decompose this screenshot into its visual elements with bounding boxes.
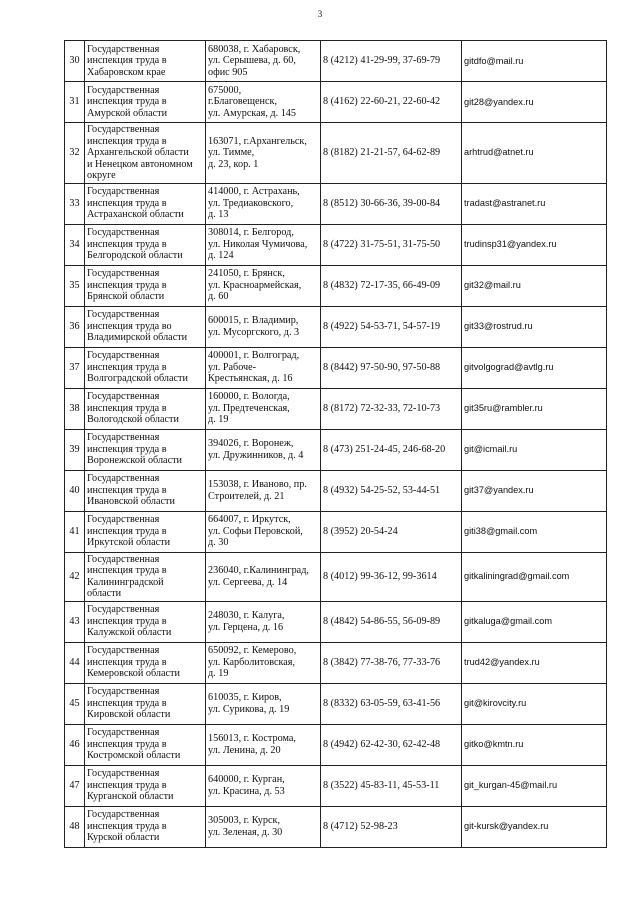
inspection-name: Государственная инспекция труда в Вологодской области xyxy=(85,388,206,429)
inspection-contacts-table xyxy=(64,40,607,848)
phone-numbers: 8 (473) 251-24-45, 246-68-20 xyxy=(321,429,462,470)
inspection-name: Государственная инспекция труда в Архангельской области и Ненецком автономном округе xyxy=(85,123,206,184)
email-address: trudinsp31@yandex.ru xyxy=(462,224,607,265)
table-row xyxy=(65,347,607,388)
phone-numbers: 8 (4212) 41-29-99, 37-69-79 xyxy=(321,41,462,82)
inspection-name: Государственная инспекция труда в Ивановской области xyxy=(85,470,206,511)
row-number: 35 xyxy=(65,265,85,306)
inspection-name: Государственная инспекция труда во Владимирской области xyxy=(85,306,206,347)
email-address: giti38@gmail.com xyxy=(462,511,607,552)
row-number: 33 xyxy=(65,183,85,224)
inspection-name: Государственная инспекция труда в Астраханской области xyxy=(85,183,206,224)
postal-address: 394026, г. Воронеж, ул. Дружинников, д. 4 xyxy=(206,429,321,470)
page-number: 3 xyxy=(317,9,323,19)
phone-numbers: 8 (8512) 30-66-36, 39-00-84 xyxy=(321,183,462,224)
inspection-name: Государственная инспекция труда в Брянской области xyxy=(85,265,206,306)
row-number: 48 xyxy=(65,806,85,847)
email-address: git33@rostrud.ru xyxy=(462,306,607,347)
table-row xyxy=(65,601,607,642)
postal-address: 650092, г. Кемерово, ул. Карболитовская, д. 19 xyxy=(206,642,321,683)
table-row xyxy=(65,511,607,552)
row-number: 36 xyxy=(65,306,85,347)
phone-numbers: 8 (4832) 72-17-35, 66-49-09 xyxy=(321,265,462,306)
row-number: 34 xyxy=(65,224,85,265)
table-row xyxy=(65,224,607,265)
postal-address: 664007, г. Иркутск, ул. Софьи Перовской, д. 30 xyxy=(206,511,321,552)
table-row xyxy=(65,724,607,765)
table-row xyxy=(65,642,607,683)
postal-address: 640000, г. Курган, ул. Красина, д. 53 xyxy=(206,765,321,806)
postal-address: 160000, г. Вологда, ул. Предтеченская, д. 19 xyxy=(206,388,321,429)
phone-numbers: 8 (8332) 63-05-59, 63-41-56 xyxy=(321,683,462,724)
postal-address: 675000, г.Благовещенск, ул. Амурская, д. 145 xyxy=(206,82,321,123)
email-address: git37@yandex.ru xyxy=(462,470,607,511)
email-address: tradast@astranet.ru xyxy=(462,183,607,224)
postal-address: 153038, г. Иваново, пр. Строителей, д. 21 xyxy=(206,470,321,511)
table-row xyxy=(65,82,607,123)
inspection-name: Государственная инспекция труда в Волгоградской области xyxy=(85,347,206,388)
inspection-name: Государственная инспекция труда в Кемеровской области xyxy=(85,642,206,683)
inspection-name: Государственная инспекция труда в Курской области xyxy=(85,806,206,847)
email-address: trud42@yandex.ru xyxy=(462,642,607,683)
inspection-name: Государственная инспекция труда в Иркутской области xyxy=(85,511,206,552)
email-address: git28@yandex.ru xyxy=(462,82,607,123)
table-row xyxy=(65,470,607,511)
row-number: 43 xyxy=(65,601,85,642)
email-address: arhtrud@atnet.ru xyxy=(462,123,607,184)
phone-numbers: 8 (4942) 62-42-30, 62-42-48 xyxy=(321,724,462,765)
postal-address: 414000, г. Астрахань, ул. Тредиаковского, д. 13 xyxy=(206,183,321,224)
email-address: git32@mail.ru xyxy=(462,265,607,306)
phone-numbers: 8 (3952) 20-54-24 xyxy=(321,511,462,552)
inspection-name: Государственная инспекция труда в Костромской области xyxy=(85,724,206,765)
email-address: gitkaliningrad@gmail.com xyxy=(462,552,607,601)
row-number: 45 xyxy=(65,683,85,724)
inspection-name: Государственная инспекция труда в Калужской области xyxy=(85,601,206,642)
table-row xyxy=(65,306,607,347)
email-address: git@icmail.ru xyxy=(462,429,607,470)
table-row xyxy=(65,123,607,184)
row-number: 31 xyxy=(65,82,85,123)
row-number: 37 xyxy=(65,347,85,388)
table-row xyxy=(65,552,607,601)
phone-numbers: 8 (4712) 52-98-23 xyxy=(321,806,462,847)
row-number: 39 xyxy=(65,429,85,470)
row-number: 38 xyxy=(65,388,85,429)
postal-address: 236040, г.Калининград, ул. Сергеева, д. 14 xyxy=(206,552,321,601)
email-address: gitdfo@mail.ru xyxy=(462,41,607,82)
postal-address: 305003, г. Курск, ул. Зеленая, д. 30 xyxy=(206,806,321,847)
postal-address: 156013, г. Кострома, ул. Ленина, д. 20 xyxy=(206,724,321,765)
table-body xyxy=(65,41,607,848)
table-row xyxy=(65,683,607,724)
phone-numbers: 8 (4842) 54-86-55, 56-09-89 xyxy=(321,601,462,642)
table-row xyxy=(65,806,607,847)
inspection-name: Государственная инспекция труда в Воронежской области xyxy=(85,429,206,470)
row-number: 40 xyxy=(65,470,85,511)
phone-numbers: 8 (3842) 77-38-76, 77-33-76 xyxy=(321,642,462,683)
phone-numbers: 8 (8442) 97-50-90, 97-50-88 xyxy=(321,347,462,388)
row-number: 30 xyxy=(65,41,85,82)
inspection-name: Государственная инспекция труда в Амурской области xyxy=(85,82,206,123)
postal-address: 241050, г. Брянск, ул. Красноармейская, д. 60 xyxy=(206,265,321,306)
table-row xyxy=(65,765,607,806)
table-row xyxy=(65,41,607,82)
phone-numbers: 8 (3522) 45-83-11, 45-53-11 xyxy=(321,765,462,806)
row-number: 42 xyxy=(65,552,85,601)
table-row xyxy=(65,183,607,224)
phone-numbers: 8 (4162) 22-60-21, 22-60-42 xyxy=(321,82,462,123)
postal-address: 163071, г.Архангельск, ул. Тимме, д. 23, кор. 1 xyxy=(206,123,321,184)
row-number: 47 xyxy=(65,765,85,806)
postal-address: 308014, г. Белгород, ул. Николая Чумичова, д. 124 xyxy=(206,224,321,265)
phone-numbers: 8 (4012) 99-36-12, 99-3614 xyxy=(321,552,462,601)
postal-address: 680038, г. Хабаровск, ул. Серышева, д. 60, офис 905 xyxy=(206,41,321,82)
postal-address: 610035, г. Киров, ул. Сурикова, д. 19 xyxy=(206,683,321,724)
inspection-name: Государственная инспекция труда в Белгородской области xyxy=(85,224,206,265)
postal-address: 248030, г. Калуга, ул. Герцена, д. 16 xyxy=(206,601,321,642)
email-address: git-kursk@yandex.ru xyxy=(462,806,607,847)
postal-address: 600015, г. Владимир, ул. Мусоргского, д. 3 xyxy=(206,306,321,347)
email-address: gitvolgograd@avtlg.ru xyxy=(462,347,607,388)
email-address: git35ru@rambler.ru xyxy=(462,388,607,429)
table-row xyxy=(65,388,607,429)
row-number: 32 xyxy=(65,123,85,184)
table-row xyxy=(65,429,607,470)
row-number: 41 xyxy=(65,511,85,552)
email-address: git_kurgan-45@mail.ru xyxy=(462,765,607,806)
inspection-name: Государственная инспекция труда в Калининградской области xyxy=(85,552,206,601)
row-number: 44 xyxy=(65,642,85,683)
inspection-name: Государственная инспекция труда в Курганской области xyxy=(85,765,206,806)
table-row xyxy=(65,265,607,306)
row-number: 46 xyxy=(65,724,85,765)
inspection-name: Государственная инспекция труда в Хабаровском крае xyxy=(85,41,206,82)
email-address: gitkaluga@gmail.com xyxy=(462,601,607,642)
inspection-name: Государственная инспекция труда в Кировской области xyxy=(85,683,206,724)
phone-numbers: 8 (4922) 54-53-71, 54-57-19 xyxy=(321,306,462,347)
postal-address: 400001, г. Волгоград, ул. Рабоче- Крестьянская, д. 16 xyxy=(206,347,321,388)
phone-numbers: 8 (4932) 54-25-52, 53-44-51 xyxy=(321,470,462,511)
email-address: gitko@kmtn.ru xyxy=(462,724,607,765)
email-address: git@kirovcity.ru xyxy=(462,683,607,724)
phone-numbers: 8 (8182) 21-21-57, 64-62-89 xyxy=(321,123,462,184)
phone-numbers: 8 (4722) 31-75-51, 31-75-50 xyxy=(321,224,462,265)
phone-numbers: 8 (8172) 72-32-33, 72-10-73 xyxy=(321,388,462,429)
